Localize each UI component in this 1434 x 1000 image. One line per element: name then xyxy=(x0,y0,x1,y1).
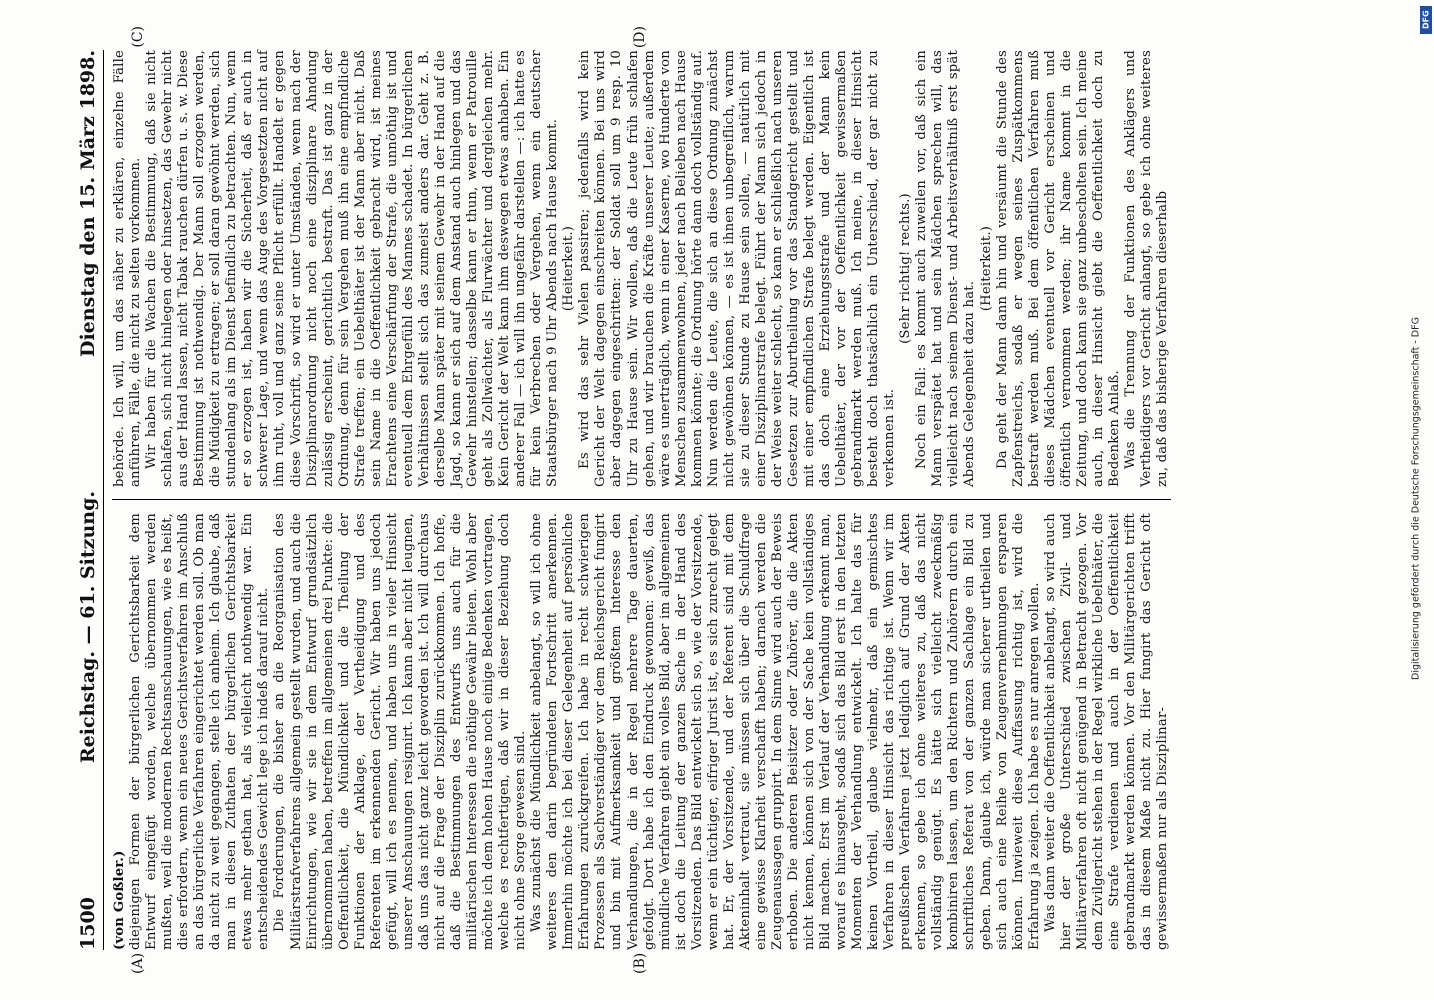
paragraph: Noch ein Fall: es kommt auch zuweilen vor, daß sich ein Mann verspätet hat und sein Mädchen sprechen will, das vielleicht nach seinem Dienst- und Arbeitsverhältniß erst spät Abends Gelegenheit dazu hat. xyxy=(914,50,978,487)
page-header xyxy=(77,50,104,950)
margin-marker-b: (B) xyxy=(632,952,648,974)
paragraph: Es wird das sehr Vielen passiren; jedenfalls wird kein Gericht der Welt dagegen einschreiten können. Bei uns wird aber dagegen eingeschritten: der Soldat soll um 9 resp. 10 Uhr zu Hause sein. Wir wollen, daß die Leute früh schlafen gehen, und wir brauchen die Kräfte unserer Leute; außerdem wäre es unerträglich, wenn in einer Kaserne, wo Hunderte von Menschen zusammenwohnen, jeder nach Belieben nach Hause kommen könnte; die Ordnung hörte dann doch vollständig auf. Nun werden die Leute, die sich an diese Ordnung zunächst nicht gewöhnen können, — es ist ihnen unbegreiflich, warum sie zu dieser Stunde zu Hause sein sollen, — natürlich mit einer Disziplinarstrafe belegt. Führt der Mann sich jedoch in der Weise weiter schlecht, so kann er schließlich nach unseren Gesetzen zur Aburtheilung vor das Standgericht gestellt und mit einer empfindlichen Strafe belegt werden. Eigentlich ist das doch eine Erziehungsstrafe und der Mann kein Uebelthäter, der vor der Oeffentlichkeit gewissermaßen gebrandmarkt werden muß. Ich meine, in dieser Hinsicht besteht doch thatsächlich ein Unterschied, der gar nicht zu verkennen ist. xyxy=(577,50,898,487)
left-column xyxy=(112,513,1171,950)
paragraph: Was die Trennung der Funktionen des Anklägers und Vertheidigers vor Gericht anlangt, so gebe ich ohne weiteres zu, daß das bisherige Verfahren dieserhalb xyxy=(1122,50,1171,487)
margin-marker-c: (C) xyxy=(130,26,146,48)
paragraph: Wir haben für die Wachen die Bestimmung, daß sie nicht schlafen, sich nicht hinlegen oder hinsetzen, das Gewehr nicht aus der Hand lassen, nicht Tabak rauchen dürfen u. s. w. Diese Bestimmung ist nothwendig. Der Mann soll erzogen werden, die Müdigkeit zu ertragen; er soll daran gewöhnt werden, sich stundenlang als im Dienst befindlich zu betrachten. Nun, wenn er so erzogen ist, haben wir die Sicherheit, daß er auch in schwerer Lage, und wenn das Auge des Vorgesetzten nicht auf ihm ruht, voll und ganz seine Pflicht erfüllt. Handelt er gegen diese Vorschrift, so wird er unter Umständen, wenn nach der Disziplinarordnung nicht noch eine disziplinare Ahndung zulässig erscheint, gerichtlich bestraft. Das ist ganz in der Ordnung, denn für sein Vergehen muß ihn eine empfindliche Strafe treffen; ein Uebelthäter ist der Mann aber nicht. Daß sein Name in die Oeffentlichkeit gebracht wird, ist meines Erachtens eine Verschärfung der Strafe, die unnöthig ist und eventuell dem Ehrgefühl des Mannes schadet. In bürgerlichen Verhältnissen stellt sich das zumeist anders dar. Geht z. B. derselbe Mann später mit seinem Gewehr in der Hand auf die Jagd, so kann er sich auf dem Anstand auch hinlegen und das Gewehr hinstellen; dasselbe kann er thun, wenn er Patrouille geht als Zollwächter, als Flurwächter und dergleichen mehr. Kein Gericht der Welt kann ihm deswegen etwas anhaben. Ein anderer Fall — ich will ihn ungefähr darstellen —: ich hatte es für kein Verbrechen oder Vergehen, wenn ein deutscher Staatsbürger nach 9 Uhr Abends nach Hause kommt. xyxy=(144,50,561,487)
page-number: 1500 xyxy=(77,897,99,950)
document-page xyxy=(57,20,1377,980)
digitization-note: Digitalisierung gefördert durch die Deutsche Forschungsgemeinschaft - DFG xyxy=(1410,317,1422,680)
margin-marker-a: (A) xyxy=(130,952,146,974)
interjection: (Heiterkeit.) xyxy=(978,225,994,312)
paragraph: diejenigen Formen der bürgerlichen Gerichtsbarkeit dem Entwurf eingefügt worden, welche übernommen werden mußten, weil die modernen Rechtsanschauungen, wie es heißt, dies erfordern, wenn ein neues Gerichtsverfahren im Anschluß an das bürgerliche Verfahren eingerichtet werden soll. Ob man da nicht zu weit gegangen, stelle ich anheim. Ich glaube, daß man in diesen Zuthaten der bürgerlichen Gerichtsbarkeit etwas mehr gethan hat, als vielleicht nothwendig war. Ein entscheidendes Gewicht lege ich indeß darauf nicht. xyxy=(128,513,272,950)
paragraph: Was zunächst die Mündlichkeit anbelangt, so will ich ohne weiteres den darin begründeten Fortschritt anerkennen. Immerhin möchte ich bei dieser Gelegenheit auf persönliche Erfahrungen zurückgreifen. Ich habe in recht schwierigen Prozessen als Sachverständiger vor dem Reichsgericht fungirt und bin mit Aufmerksamkeit und größtem Interesse den Verhandlungen, die in der Regel mehrere Tage dauerten, gefolgt. Dort habe ich den Eindruck gewonnen: gewiß, das mündliche Verfahren giebt ein volles Bild, aber im allgemeinen ist doch die Leitung der ganzen Sache in der Hand des Vorsitzenden. Das Bild entwickelt sich so, wie der Vorsitzende, wenn er ein tüchtiger, eifriger Jurist ist, es sich zurecht gelegt hat. Er, der Vorsitzende, und der Referent sind mit dem Akteninhalt vertraut, sie müssen sich über die Schuldfrage eine gewisse Klarheit verschafft haben; darnach werden die Zeugenaussagen gruppirt. In dem Sinne wird auch der Beweis erhoben. Die anderen Beisitzer oder Zuhörer, die die Akten nicht kennen, können sich von der Sache kein vollständiges Bild machen. Erst im Verlauf der Verhandlung erkennt man, worauf es hinausgeht, sodaß sich das Bild erst in den letzten Momenten der Verhandlung entwickelt. Ich halte das für keinen Vortheil, glaube vielmehr, daß ein gemischtes Verfahren in dieser Hinsicht das richtige ist. Wenn wir im preußischen Verfahren jetzt lediglich auf Grund der Akten erkennen, so gebe ich ohne weiteres zu, daß das nicht vollständig genügt. Es hätte sich vielleicht zweckmäßig kombiniren lassen, um den Richtern und Zuhörern durch ein schriftliches Referat von der ganzen Sachlage ein Bild zu geben. Dann, glaube ich, würde man sicherer urtheilen und sich auch eine Reihe von Zeugenvernehmungen ersparen können. Inwieweit diese Auffassung richtig ist, wird die Erfahrung ja zeigen. Ich habe es nur anregen wollen. xyxy=(529,513,1042,950)
margin-marker-d: (D) xyxy=(632,26,648,49)
paragraph: Da geht der Mann dann hin und versäumt die Stunde des Zapfenstreichs, sodaß er wegen seines Zuspätkommens bestraft werden muß. Bei dem öffentlichen Verfahren muß dieses Mädchen eventuell vor Gericht erscheinen und öffentlich vernommen werden; ihr Name kommt in die Zeitung, und doch kann sie ganz unbescholten sein. Ich meine auch, in dieser Hinsicht giebt die Oeffentlichkeit doch zu Bedenken Anlaß. xyxy=(994,50,1122,487)
right-column xyxy=(112,50,1171,487)
speaker-label: (von Goßler.) xyxy=(112,850,127,950)
interjection: (Heiterkeit.) xyxy=(561,225,577,312)
paragraph: Die Forderungen, die bisher an die Reorganisation des Militärstrafverfahrens allgemein gestellt wurden, und auch die Einrichtungen, wie wir sie in dem Entwurf grundsätzlich übernommen haben, betreffen im allgemeinen drei Punkte: die Oeffentlichkeit, die Mündlichkeit und die Theilung der Funktionen der Anklage, der Vertheidigung und des Referenten im erkennenden Gericht. Wir haben uns jedoch gefügt, will ich es nennen, und haben uns in vieler Hinsicht unserer Anschauungen resignirt. Ich kann aber nicht leugnen, daß uns das nicht ganz leicht geworden ist. Ich will durchaus nicht auf die Frage der Disziplin zurückkommen. Ich hoffe, daß die Bestimmungen des Entwurfs uns auch für die militärischen Interessen die nöthige Gewähr bieten. Wohl aber möchte ich dem hohen Hause noch einige Bedenken vortragen, welche es rechtfertigen, daß wir in dieser Beziehung doch nicht ohne Sorge gewesen sind. xyxy=(272,513,529,950)
interjection: (Sehr richtig! rechts.) xyxy=(898,193,914,344)
text-columns xyxy=(112,26,1171,974)
page-title: Reichstag. — 61. Sitzung. xyxy=(77,491,99,764)
paragraph: behörde. Ich will, um das näher zu erklären, einzelne Fälle anführen, Fälle, die nicht zu selten vorkommen. xyxy=(112,50,144,487)
dfg-logo: DFG xyxy=(1420,6,1432,34)
page-date: Dienstag den 15. März 1898. xyxy=(77,50,99,358)
paragraph: Was dann weiter die Oeffentlichkeit anbelangt, so wird auch hier der große Unterschied zwischen Zivil- und Militärverfahren oft nicht genügend in Betracht gezogen. Vor dem Zivilgericht stehen in der Regel wirkliche Uebelthäter, die eine Strafe verdienen und auch in der Oeffentlichkeit gebrandmarkt werden können. Vor den Militärgerichten trifft das in diesem Maße nicht zu. Hier fungirt das Gericht oft gewissermaßen nur als Disziplinar- xyxy=(1042,513,1171,950)
